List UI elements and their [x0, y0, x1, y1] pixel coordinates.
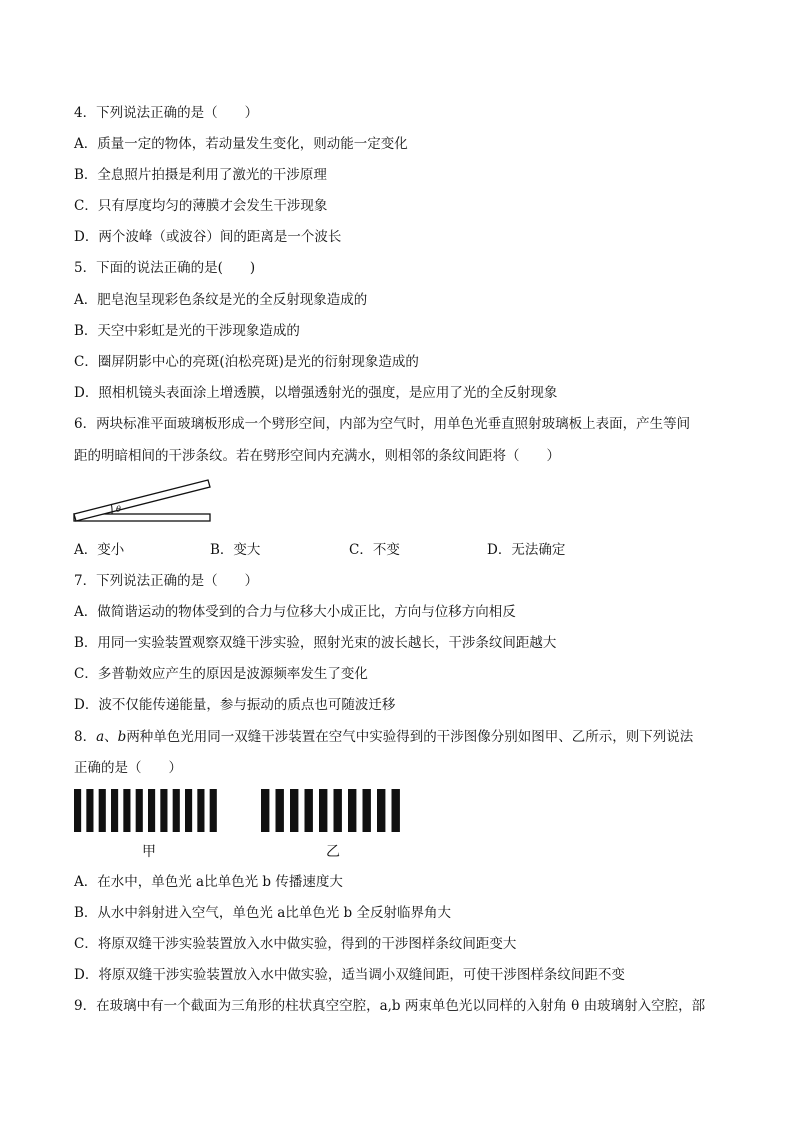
jia-bright-fringe: [74, 789, 81, 832]
q5-option-a: A．肥皂泡呈现彩色条纹是光的全反射现象造成的: [74, 292, 368, 308]
q6-option-b: B．变大: [210, 542, 261, 558]
yi-bright-fringe: [363, 789, 371, 832]
jia-bright-fringe: [136, 789, 143, 832]
yi-bright-fringe: [377, 789, 385, 832]
q8-option-b: B．从水中斜射进入空气，单色光 a比单色光 b 全反射临界角大: [74, 905, 451, 921]
q7-option-d: D．波不仅能传递能量，参与振动的质点也可随波迁移: [74, 697, 396, 713]
q8-var-b: b: [117, 729, 127, 745]
q9-stem-line1: 9．在玻璃中有一个截面为三角形的柱状真空空腔，a,b 两束单色光以同样的入射角 θ 由玻璃射入空腔，部: [74, 998, 706, 1014]
jia-bright-fringe: [160, 789, 167, 832]
q8-conj: 、: [104, 729, 118, 745]
q8-var-a: a: [96, 729, 105, 745]
q7-option-c: C．多普勒效应产生的原因是波源频率发生了变化: [74, 666, 368, 682]
q5-option-d: D．照相机镜头表面涂上增透膜，以增强透射光的强度，是应用了光的全反射现象: [74, 385, 558, 401]
jia-bright-fringe: [173, 789, 180, 832]
fringe-pattern-jia: [74, 789, 222, 832]
yi-bright-fringe: [334, 789, 342, 832]
q8-option-c: C．将原双缝干涉实验装置放入水中做实验，得到的干涉图样条纹间距变大: [74, 936, 517, 952]
label-jia: 甲: [142, 844, 156, 860]
q8-stem-line1: [74, 727, 693, 747]
q5-option-b: B．天空中彩虹是光的干涉现象造成的: [74, 323, 300, 339]
q6-stem-line1: 6．两块标准平面玻璃板形成一个劈形空间，内部为空气时，用单色光垂直照射玻璃板上表面，产生等间: [74, 416, 691, 432]
q7-option-b: B．用同一实验装置观察双缝干涉实验，照射光束的波长越长，干涉条纹间距越大: [74, 635, 557, 651]
fringe-pattern-yi: [261, 789, 406, 832]
q8-stem-line2: 正确的是（ ）: [74, 760, 182, 776]
jia-bright-fringe: [123, 789, 130, 832]
q6-option-c: C．不变: [349, 542, 400, 558]
q6-option-a: A．变小: [74, 542, 125, 558]
q8-option-a: A．在水中，单色光 a比单色光 b 传播速度大: [74, 874, 343, 890]
yi-bright-fringe: [261, 789, 269, 832]
yi-bright-fringe: [290, 789, 298, 832]
q5-stem: 5．下面的说法正确的是( ): [74, 260, 256, 276]
jia-bright-fringe: [148, 789, 155, 832]
q4-option-b: B．全息照片拍摄是利用了激光的干涉原理: [74, 167, 327, 183]
yi-bright-fringe: [319, 789, 327, 832]
angle-arc: [112, 505, 113, 514]
jia-bright-fringe: [197, 789, 204, 832]
theta-label: θ: [116, 505, 121, 514]
q4-option-c: C．只有厚度均匀的薄膜才会发生干涉现象: [74, 198, 328, 214]
jia-bright-fringe: [185, 789, 192, 832]
wedge-glass-figure: [72, 478, 214, 526]
jia-bright-fringe: [111, 789, 118, 832]
q4-option-d: D．两个波峰（或波谷）间的距离是一个波长: [74, 229, 342, 245]
q5-option-c: C．圈屏阴影中心的亮斑(泊松亮斑)是光的衍射现象造成的: [74, 354, 419, 370]
q4-stem: 4．下列说法正确的是（ ）: [74, 105, 259, 121]
yi-bright-fringe: [348, 789, 356, 832]
jia-bright-fringe: [210, 789, 217, 832]
jia-bright-fringe: [99, 789, 106, 832]
q7-stem: 7．下列说法正确的是（ ）: [74, 573, 259, 589]
q6-stem-line2: 距的明暗相间的干涉条纹。若在劈形空间内充满水，则相邻的条纹间距将（ ）: [74, 448, 560, 464]
q8-option-d: D．将原双缝干涉实验装置放入水中做实验，适当调小双缝间距，可使干涉图样条纹间距不变: [74, 967, 625, 983]
q7-option-a: A．做简谐运动的物体受到的合力与位移大小成正比，方向与位移方向相反: [74, 604, 516, 620]
q6-option-d: D．无法确定: [487, 542, 566, 558]
yi-bright-fringe: [305, 789, 313, 832]
yi-bright-fringe: [276, 789, 284, 832]
q8-stem-rest: 两种单色光用同一双缝干涉装置在空气中实验得到的干涉图像分别如图甲、乙所示，则下列说法: [126, 729, 694, 745]
jia-bright-fringe: [86, 789, 93, 832]
yi-bright-fringe: [392, 789, 400, 832]
label-yi: 乙: [326, 844, 340, 860]
q4-option-a: A．质量一定的物体，若动量发生变化，则动能一定变化: [74, 136, 408, 152]
q8-number: 8．: [74, 729, 97, 745]
